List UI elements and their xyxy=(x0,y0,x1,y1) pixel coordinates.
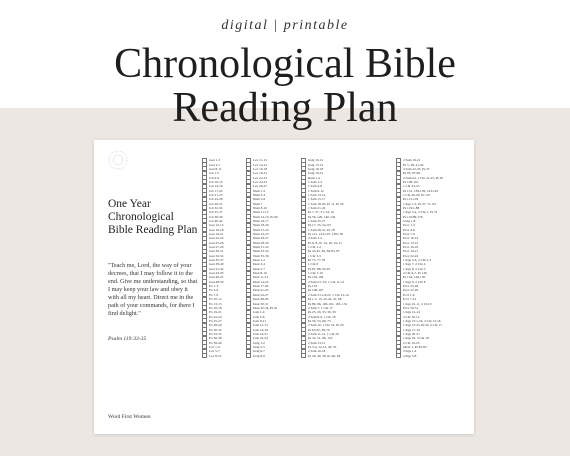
reading-label: 1 Sam 9-12 xyxy=(308,188,324,193)
reading-label: Judg 13-15 xyxy=(308,162,324,167)
reading-label: 1 Kgs 1-2, Ps 37, 71, 94 xyxy=(403,201,436,206)
reading-label: 2 Sam 8-9, 1 Chr 18 xyxy=(308,314,336,319)
reading-label: Ps 108-110 xyxy=(403,179,419,184)
reading-label: Ps 1-2, 15, 22-24, 47, 68 xyxy=(308,297,342,302)
checkbox[interactable] xyxy=(301,353,306,358)
reading-label: Prov 4-6 xyxy=(403,227,415,232)
reading-label: 1 Kgs 17-19 xyxy=(403,327,420,332)
reading-label: Ex 25-27 xyxy=(209,318,222,323)
reading-label: Prov 30-31 xyxy=(403,305,419,310)
reading-label: Num 7 xyxy=(253,201,263,206)
reading-label: Lev 19-21 xyxy=(253,171,268,176)
reading-label: 1 Sam 15-17 xyxy=(308,197,326,202)
reading-label: 1 Chr 6 xyxy=(308,262,319,267)
reading-label: Ps 17, 35, 54, 63 xyxy=(308,223,331,228)
reading-label: Gen 4-7 xyxy=(209,162,221,167)
reading-label: Prov 10-12 xyxy=(403,236,419,241)
reading-label: 2 Sam 5:11-6:23, 1 Chr 13-16 xyxy=(308,292,349,297)
reading-label: Job 29-31 xyxy=(209,201,223,206)
reading-label: Gen 1-3 xyxy=(209,158,221,163)
reading-item[interactable] xyxy=(301,353,361,357)
reading-label: Ps 119:1-88 xyxy=(403,205,420,210)
reading-label: Josh 5-8 xyxy=(253,314,265,319)
tagline: digital | printable xyxy=(221,18,349,33)
reading-label: Ps 89, 96, 100-101, 105, 132 xyxy=(308,301,348,306)
reading-label: Ex 36-38 xyxy=(209,336,222,341)
reading-label: 2 Sam 13-15 xyxy=(308,340,326,345)
reading-label: Prov 22-24 xyxy=(403,253,419,258)
reading-label: Num 23-25 xyxy=(253,232,269,237)
reading-label: Num 3-4 xyxy=(253,192,266,197)
reading-label: Ps 131, 138-139, 143-145 xyxy=(403,188,439,193)
reading-label: 1 Sam 13-14 xyxy=(308,192,326,197)
reading-label: Num 18-20 xyxy=(253,223,269,228)
reading-label: Ps 106-107 xyxy=(308,288,324,293)
reading-label: Ps 43-45, 49, 84-85, 87 xyxy=(308,249,340,254)
reading-label: Lev 14-15 xyxy=(253,162,268,167)
reading-label: Gen 48-50 xyxy=(209,279,224,284)
reading-label: Gen 30-31 xyxy=(209,249,224,254)
reading-label: Deut 21-23 xyxy=(253,288,269,293)
reading-label: 1 Kgs 9, 2 Chr 8 xyxy=(403,279,426,284)
reading-label: 1 Kgs 8, 2 Chr 5 xyxy=(403,266,426,271)
reading-label: 1 Kgs 3-4, 2 Chr 1, Ps 72 xyxy=(403,210,438,215)
reading-column-3 xyxy=(301,158,361,358)
reading-item[interactable] xyxy=(246,353,306,357)
reading-label: Ruth 1-4 xyxy=(308,175,320,180)
reading-label: 1 Kgs 22, 2 Chr 18 xyxy=(403,336,429,341)
reading-label: Gen 25-26 xyxy=(209,240,224,245)
reading-label: Ps 56, 120, 140-142 xyxy=(308,214,336,219)
reading-label: Num 5-6 xyxy=(253,197,266,202)
reading-label: Prov 13-15 xyxy=(403,240,419,245)
reading-label: Job 17-20 xyxy=(209,188,223,193)
reading-label: Gen 8-11 xyxy=(209,166,222,171)
reading-label: 1 Sam 18-20, Ps 11, Ps 59 xyxy=(308,201,344,206)
reading-label: Lev 11-13 xyxy=(253,158,267,163)
reading-label: Prov 1-3 xyxy=(403,223,415,228)
reading-label: 1 Chr 26-29, Ps 127 xyxy=(403,192,431,197)
reading-label: Judg 6-7 xyxy=(253,349,265,354)
reading-label: Deut 5-7 xyxy=(253,266,265,271)
reading-label: Num 14-15, Ps 90 xyxy=(253,214,278,219)
reading-label: 1 Sam 28-31, Ps 18 xyxy=(308,227,335,232)
reading-label: Num 33-34 xyxy=(253,249,269,254)
reading-label: Num 16-17 xyxy=(253,218,269,223)
reading-label: Obad 1, Ps 82-83 xyxy=(403,344,427,349)
reading-label: Prov 16-18 xyxy=(403,245,419,250)
reading-label: Deut 17-20 xyxy=(253,284,269,289)
reading-label: Ps 119:89-176 xyxy=(403,214,423,219)
reading-label: Ps 95, 97-99 xyxy=(403,171,421,176)
reading-label: 1 Kgs 7, 2 Chr 4 xyxy=(403,262,426,267)
reading-label: Prov 19-21 xyxy=(403,249,419,254)
reading-label: 1 Kgs 15:1-24, 2 Chr 13-16 xyxy=(403,318,441,323)
checkbox[interactable] xyxy=(202,353,207,358)
reading-label: Gen 16-18 xyxy=(209,227,224,232)
reading-label: Job 38-39 xyxy=(209,214,223,219)
verse-quote: "Teach me, Lord, the way of your decrees, that I may follow it to the end. Give me understanding, so that I may keep your law and obey it with all my heart. Direct me in the path of your commands, for there I find delight." xyxy=(108,262,198,317)
reading-label: Gen 43-45 xyxy=(209,271,224,276)
reading-label: Ps 133 xyxy=(308,284,318,289)
reading-label: Lev 24-25 xyxy=(253,179,268,184)
reading-label: 2 Sam 16-18 xyxy=(308,349,326,354)
reading-label: 1 Kgs 20-21 xyxy=(403,331,420,336)
reading-label: 1 Sam 4-8 xyxy=(308,184,322,189)
reading-label: Ex 4-6 xyxy=(209,288,219,293)
reading-label: Prov 7-9 xyxy=(403,232,415,237)
verse-reference: Psalm 119:33-35 xyxy=(108,336,147,342)
reading-label: Deut 32-34, Ps 91 xyxy=(253,305,278,310)
reading-column-4 xyxy=(396,158,456,358)
reading-label: Ps 73, 77-78 xyxy=(308,258,326,263)
reading-label: Ex 33-35 xyxy=(209,331,222,336)
reading-label: 2 Sam 19-21 xyxy=(403,158,421,163)
plan-title: One Year Chronological Bible Reading Plan xyxy=(108,198,198,236)
reading-label: Ps 50, 53, 60, 75 xyxy=(308,318,331,323)
reading-label: Ex 16-18 xyxy=(209,305,222,310)
reading-label: Job 35-37 xyxy=(209,210,223,215)
reading-label: 1 Sam 1-3 xyxy=(308,179,322,184)
reading-label: 2 Sam 1-4 xyxy=(308,236,322,241)
reading-label: 1 Chr 23-25 xyxy=(403,184,420,189)
reading-label: 1 Chr 3-5 xyxy=(308,253,321,258)
reading-label: Lev 22-23 xyxy=(253,175,268,180)
reading-label: Deut 8-10 xyxy=(253,271,267,276)
reading-label: Ex 22-24 xyxy=(209,314,222,319)
reading-label: 2 Sam 11-12, 1 Chr 20 xyxy=(308,331,339,336)
reading-item[interactable] xyxy=(396,353,456,357)
reading-label: Ps 121, 123-125, 128-130 xyxy=(308,232,344,237)
reading-label: Josh 1-4 xyxy=(253,310,265,315)
reading-label: Judg 8-9 xyxy=(253,353,265,358)
reading-label: Ex 10-12 xyxy=(209,297,222,302)
reading-label: Ex 28-29 xyxy=(209,323,222,328)
reading-label: Judg 10-12 xyxy=(308,158,324,163)
reading-label: Deut 11-13 xyxy=(253,275,269,280)
reading-label: Ps 3-4, 12-13, 28, 55 xyxy=(308,344,337,349)
reading-label: Ps 26, 40, 58, 61-62, 64 xyxy=(308,353,341,358)
reading-label: Ps 5, 38, 41-42 xyxy=(403,162,424,167)
reading-label: Job 10-13 xyxy=(209,179,223,184)
reading-label: Deut 14-16 xyxy=(253,279,269,284)
reading-label: Job 24-28 xyxy=(209,197,223,202)
reading-label: Ex 39-40 xyxy=(209,340,222,345)
reading-label: Lev 26-27 xyxy=(253,184,268,189)
reading-label: 1 Sam 21-24 xyxy=(308,205,326,210)
reading-label: Ps 25, 29, 33, 36, 39 xyxy=(308,310,336,315)
reading-label: Job 14-16 xyxy=(209,184,223,189)
checkbox[interactable] xyxy=(396,353,401,358)
reading-label: 1 Kgs 12-14 xyxy=(403,310,420,315)
reading-label: Ex 30-32 xyxy=(209,327,222,332)
reading-label: Num 11-13 xyxy=(253,210,269,215)
reading-label: Ps 7, 27, 31, 34, 52 xyxy=(308,210,335,215)
reading-label: Num 1-2 xyxy=(253,188,266,193)
reading-label: Josh 9-11 xyxy=(253,318,266,323)
reading-label: Deut 3-4 xyxy=(253,262,265,267)
reading-label: Lev 1-4 xyxy=(209,344,220,349)
reading-label: 2 Kgs 1-4 xyxy=(403,349,417,354)
reading-label: Josh 22-24 xyxy=(253,336,268,341)
reading-label: Job 32-34 xyxy=(209,205,223,210)
reading-label: Job 40-42 xyxy=(209,218,223,223)
reading-label: 2 Chr 6-7, Ps 136 xyxy=(403,271,427,276)
reading-label: 2 Sam 7, 1 Chr 17 xyxy=(308,305,333,310)
reading-label: 1 Kgs 15:25-16:34, 2 Chr 17 xyxy=(403,323,442,328)
reading-label: 2 Sam 10, 1 Chr 19, Ps 20 xyxy=(308,323,344,328)
reading-label: Num 26-27 xyxy=(253,236,269,241)
reading-label: 2 Sam 22-23, Ps 57 xyxy=(403,166,430,171)
reading-label: Deut 30-31 xyxy=(253,301,269,306)
reading-label: 2 Sam 5:1-10, 1 Chr 11-12 xyxy=(308,279,345,284)
reading-label: Job 6-9 xyxy=(209,175,220,180)
reading-label: Ps 65-67, 69-70 xyxy=(308,327,330,332)
reading-label: Ex 1-3 xyxy=(209,284,219,289)
reading-label: Deut 24-27 xyxy=(253,292,269,297)
reading-label: Ps 102-104 xyxy=(308,275,324,280)
reading-label: Ps 81, 88, 92-93 xyxy=(308,266,331,271)
reading-label: Judg 1-2 xyxy=(253,340,265,345)
reading-plan-sheet xyxy=(94,140,474,434)
reading-label: Job 21-23 xyxy=(209,192,223,197)
reading-label: Ex 7-9 xyxy=(209,292,219,297)
reading-label: Gen 32-34 xyxy=(209,253,224,258)
reading-label: 2 Sam 24, 1 Chr 21-22, Ps 30 xyxy=(403,175,444,180)
reading-label: Gen 22-24 xyxy=(209,236,224,241)
reading-label: 1 Kgs 10-11, 2 Chr 9 xyxy=(403,301,432,306)
reading-label: Num 28-30 xyxy=(253,240,269,245)
reading-label: Judg 3-5 xyxy=(253,344,265,349)
reading-label: Prov 25-26 xyxy=(403,284,419,289)
reading-column-2 xyxy=(246,158,306,358)
reading-label: 2 Chr 10-12 xyxy=(403,314,420,319)
reading-label: 1 Chr 1-2 xyxy=(308,245,321,250)
reading-label: Job 1-5 xyxy=(209,171,220,176)
reading-label: Judg 16-18 xyxy=(308,166,324,171)
reading-label: Lev 16-18 xyxy=(253,166,268,171)
reading-label: Eccl 7-12 xyxy=(403,297,417,302)
reading-label: Ps 134, 146-150 xyxy=(403,275,426,280)
reading-label: Gen 27-29 xyxy=(209,245,224,250)
reading-label: Num 8-10 xyxy=(253,205,267,210)
checkbox[interactable] xyxy=(246,353,251,358)
reading-label: Gen 46-47 xyxy=(209,275,224,280)
reading-label: 2 Kgs 5-8 xyxy=(403,353,417,358)
reading-label: 1 Sam 25-27 xyxy=(308,218,326,223)
page-title-line1: Chronological Bible xyxy=(114,41,456,87)
reading-label: Lev 5-7 xyxy=(209,349,220,354)
reading-label: Prov 27-29 xyxy=(403,288,419,293)
reading-label: Ps 6, 8-10, 14, 16, 19, 21 xyxy=(308,240,343,245)
reading-label: Gen 12-15 xyxy=(209,223,224,228)
page-title-line2: Reading Plan xyxy=(172,85,398,131)
reading-label: Deut 1-2 xyxy=(253,258,265,263)
reading-label: Num 31-32 xyxy=(253,245,269,250)
reading-label: Josh 19-21 xyxy=(253,331,268,336)
reading-label: 1 Kgs 5-6, 2 Chr 2-3 xyxy=(403,258,432,263)
reading-label: Josh 16-18 xyxy=(253,327,268,332)
reading-label: Gen 19-21 xyxy=(209,232,224,237)
reading-label: Deut 28-29 xyxy=(253,297,269,302)
brand-name: Word First Women xyxy=(108,414,151,420)
reading-label: Song 1-8 xyxy=(403,218,416,223)
reading-label: Ps 32, 51, 86, 122 xyxy=(308,336,333,341)
reading-label: Gen 41-42 xyxy=(209,266,224,271)
reading-label: Judg 19-21 xyxy=(308,171,324,176)
reading-label: Num 35-36 xyxy=(253,253,269,258)
logo-seal-icon xyxy=(106,148,130,172)
reading-label: Lev 8-10 xyxy=(209,353,222,358)
reading-label: Josh 12-15 xyxy=(253,323,268,328)
reading-label: 1 Chr 7-10 xyxy=(308,271,323,276)
reading-label: Gen 38-40 xyxy=(209,262,224,267)
reading-label: Ex 13-15 xyxy=(209,301,222,306)
reading-label: Eccl 1-6 xyxy=(403,292,415,297)
reading-label: Ex 19-21 xyxy=(209,310,222,315)
reading-label: Gen 35-37 xyxy=(209,258,224,263)
reading-label: Num 21-22 xyxy=(253,227,269,232)
reading-label: Ps 111-118 xyxy=(403,197,418,202)
reading-label: 2 Chr 19-23 xyxy=(403,340,420,345)
